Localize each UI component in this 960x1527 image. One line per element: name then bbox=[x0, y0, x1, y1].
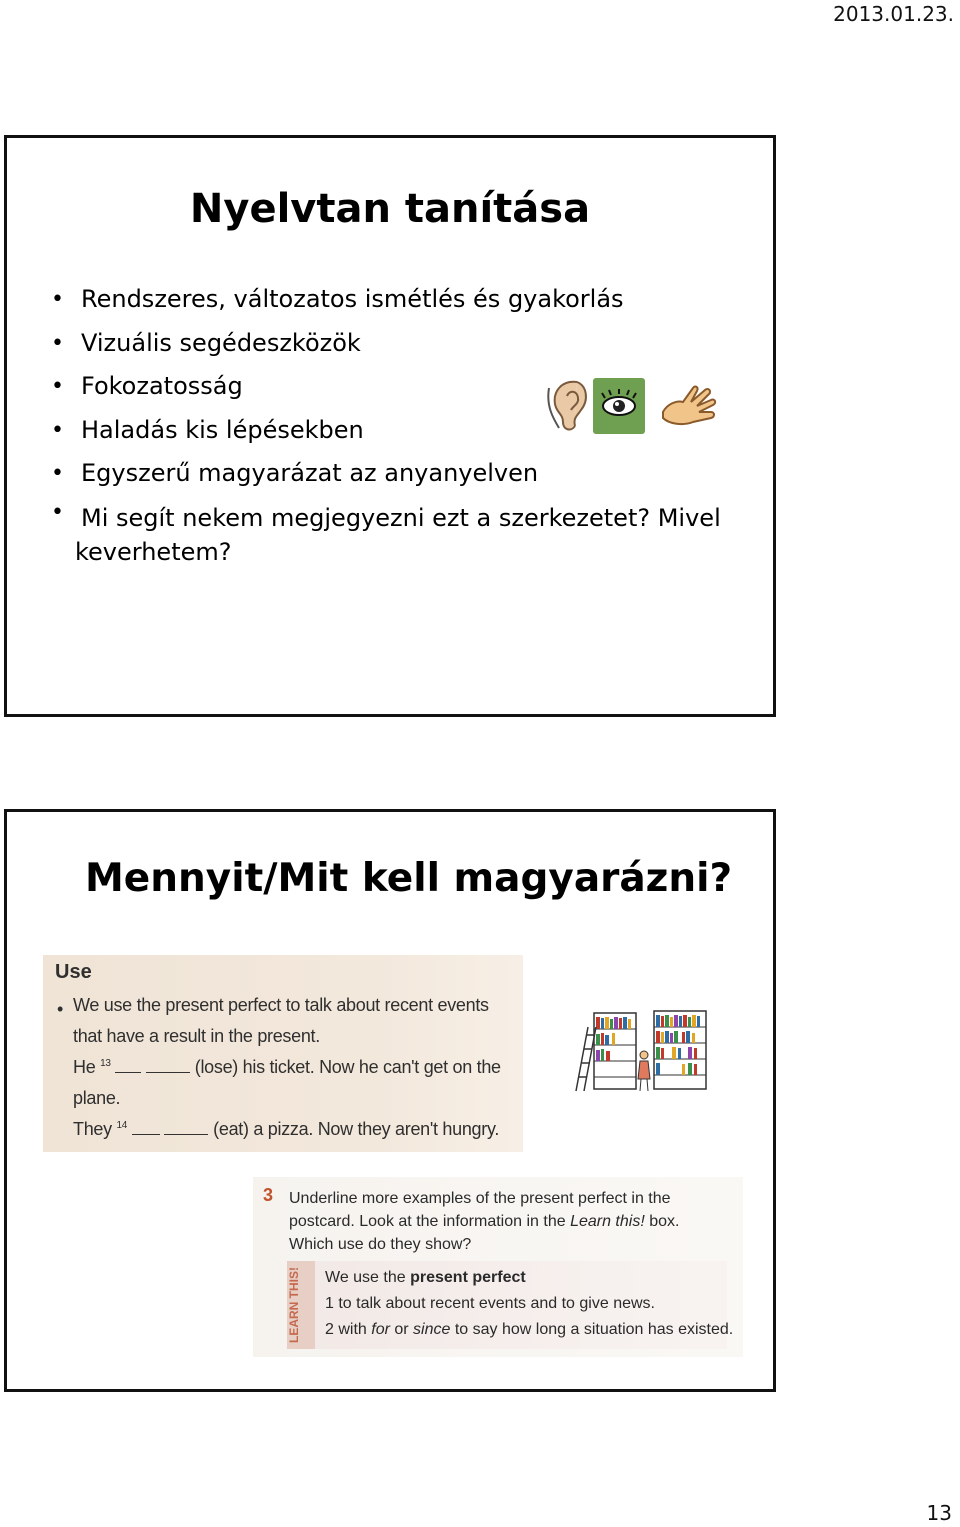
excerpt-text: He bbox=[73, 1057, 96, 1077]
exercise-instructions bbox=[289, 1187, 729, 1256]
learn-emphasis: for bbox=[371, 1321, 390, 1338]
exercise-number: 3 bbox=[263, 1185, 274, 1205]
learn-line bbox=[325, 1317, 733, 1343]
ear-icon bbox=[547, 378, 591, 434]
learn-text: 2 with bbox=[325, 1321, 372, 1338]
learn-text: We use the bbox=[325, 1269, 411, 1286]
excerpt-text: (lose) his ticket. Now he can't get on the bbox=[194, 1057, 501, 1077]
senses-illustration bbox=[547, 378, 727, 436]
gap-blank bbox=[146, 1058, 190, 1073]
question-line-2: keverhetem? bbox=[75, 537, 232, 566]
learn-text: or bbox=[389, 1321, 414, 1338]
learn-line bbox=[325, 1265, 733, 1291]
header-date: 2013.01.23. bbox=[833, 2, 954, 26]
eye-icon bbox=[593, 378, 645, 434]
learn-text: to say how long a situation has existed. bbox=[450, 1321, 734, 1338]
excerpt-text: They bbox=[73, 1119, 112, 1139]
instruction-line: Which use do they show? bbox=[289, 1236, 472, 1253]
bullet-item-question bbox=[51, 496, 741, 569]
instruction-text: postcard. Look at the information in the bbox=[289, 1213, 571, 1230]
textbook-excerpt-use bbox=[43, 955, 523, 1152]
instruction-line: Underline more examples of the present perfect in the bbox=[289, 1190, 671, 1207]
question-line-1: Mi segít nekem megjegyezni ezt a szerkezetet? Mivel bbox=[81, 503, 721, 532]
gap-number: 14 bbox=[116, 1120, 128, 1131]
learn-emphasis: since bbox=[413, 1321, 451, 1338]
excerpt-line: that have a result in the present. bbox=[73, 1026, 320, 1046]
gap-blank bbox=[115, 1058, 141, 1073]
bullet-item: • Haladás kis lépésekben bbox=[51, 409, 741, 453]
slide-title: Nyelvtan tanítása bbox=[189, 186, 591, 232]
gap-blank bbox=[132, 1120, 160, 1135]
excerpt-gap-line bbox=[73, 1057, 501, 1078]
page-number: 13 bbox=[926, 1501, 952, 1525]
gap-number: 13 bbox=[100, 1058, 111, 1069]
instruction-text: box. bbox=[644, 1213, 680, 1230]
slide-how-much-to-explain bbox=[4, 809, 776, 1392]
learn-emphasis: present perfect bbox=[410, 1269, 526, 1286]
learn-this-box bbox=[287, 1261, 734, 1349]
instruction-emphasis: Learn this! bbox=[570, 1213, 645, 1230]
library-shelves-illustration bbox=[572, 1007, 712, 1097]
excerpt-bullet: • bbox=[57, 999, 64, 1019]
slide-grammar-teaching bbox=[4, 135, 776, 717]
excerpt-gap-line bbox=[73, 1119, 499, 1140]
bullet-item: • Rendszeres, változatos ismétlés és gyakorlás bbox=[51, 278, 741, 322]
learn-this-tag: LEARN THIS! bbox=[287, 1261, 315, 1349]
hand-icon bbox=[657, 378, 721, 434]
textbook-excerpt-exercise bbox=[253, 1177, 743, 1357]
learn-line: 1 to talk about recent events and to give news. bbox=[325, 1295, 655, 1312]
excerpt-line: We use the present perfect to talk about recent events bbox=[73, 995, 489, 1015]
excerpt-line: plane. bbox=[73, 1088, 121, 1108]
instruction-line bbox=[289, 1210, 729, 1233]
excerpt-text: (eat) a pizza. Now they aren't hungry. bbox=[213, 1119, 500, 1139]
gap-blank bbox=[164, 1120, 208, 1135]
slide-title: Mennyit/Mit kell magyarázni? bbox=[85, 856, 733, 901]
bullet-item: • Fokozatosság bbox=[51, 365, 741, 409]
bullet-item: • Egyszerű magyarázat az anyanyelven bbox=[51, 452, 741, 496]
bullet-item: • Vizuális segédeszközök bbox=[51, 322, 741, 366]
excerpt-heading: Use bbox=[55, 961, 92, 983]
learn-this-content bbox=[325, 1265, 733, 1343]
